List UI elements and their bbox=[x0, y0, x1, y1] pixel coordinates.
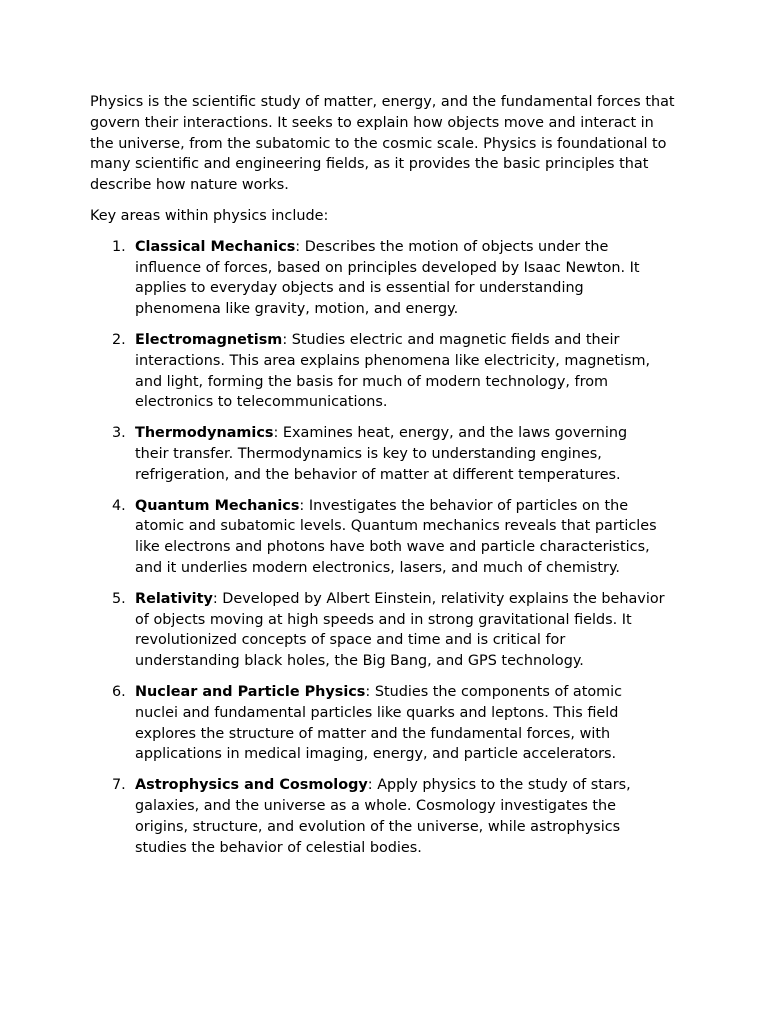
list-item bbox=[90, 423, 660, 485]
list-item-number: 2. bbox=[112, 331, 126, 348]
list-item-text: : Studies electric and magnetic fields and their interactions. This area explains phenomena like electricity, magnetism, and light, forming the basis for much of modern technology, from electronics to telecommunications. bbox=[135, 331, 651, 411]
list-item-text: : Apply physics to the study of stars, galaxies, and the universe as a whole. Cosmology investigates the origins, structure, and evolution of the universe, while astrophysics studies the behavior of celestial bodies. bbox=[135, 777, 631, 856]
list-item-text: : Developed by Albert Einstein, relativity explains the behavior of objects moving at high speeds and in strong gravitational fields. It revolutionized concepts of space and time and is critical for understanding black holes, the Big Bang, and GPS technology. bbox=[135, 590, 665, 670]
list-item-title: Electromagnetism bbox=[135, 331, 283, 348]
list-item bbox=[90, 775, 665, 858]
list-item-text: : Studies the components of atomic nuclei and fundamental particles like quarks and leptons. This field explores the structure of matter and the fundamental forces, with applications in medical imaging, energy, and particle accelerators. bbox=[135, 683, 623, 763]
key-areas-list bbox=[90, 237, 678, 859]
list-item-title: Astrophysics and Cosmology bbox=[135, 777, 368, 794]
list-item-number: 3. bbox=[112, 425, 126, 442]
list-item-number: 4. bbox=[112, 497, 126, 514]
list-item-text: : Examines heat, energy, and the laws governing their transfer. Thermodynamics is key to understanding engines, refrigeration, and the behavior of matter at different temperatures. bbox=[135, 425, 628, 483]
list-item-title: Classical Mechanics bbox=[135, 238, 296, 255]
list-item bbox=[90, 682, 660, 765]
list-item-title: Relativity bbox=[135, 590, 213, 607]
list-item-text: : Describes the motion of objects under the influence of forces, based on principles developed by Isaac Newton. It applies to everyday objects and is essential for understanding phenomena like gravity, motion, and energy. bbox=[135, 238, 640, 318]
list-item bbox=[90, 237, 674, 320]
list-item-title: Thermodynamics bbox=[135, 425, 274, 442]
list-item bbox=[90, 330, 680, 413]
list-item-text: : Investigates the behavior of particles on the atomic and subatomic levels. Quantum mechanics reveals that particles like electrons and photons have both wave and particle characteristics, and it underlies modern electronics, lasers, and much of chemistry. bbox=[135, 497, 657, 576]
intro-paragraph: Physics is the scientific study of matter, energy, and the fundamental forces that govern their interactions. It seeks to explain how objects move and interact in the universe, from the subatomic to the cosmic scale. Physics is foundational to many scientific and engineering fields, as it provides the basic principles that describe how nature works. bbox=[90, 94, 675, 194]
list-item-number: 1. bbox=[112, 238, 126, 255]
list-item-number: 7. bbox=[112, 777, 126, 794]
list-item bbox=[90, 589, 670, 672]
list-item-title: Nuclear and Particle Physics bbox=[135, 683, 366, 700]
list-item-title: Quantum Mechanics bbox=[135, 497, 300, 514]
list-item-number: 5. bbox=[112, 590, 126, 607]
list-item bbox=[90, 496, 675, 579]
key-areas-heading: Key areas within physics include: bbox=[90, 207, 329, 224]
list-item-number: 6. bbox=[112, 683, 126, 700]
